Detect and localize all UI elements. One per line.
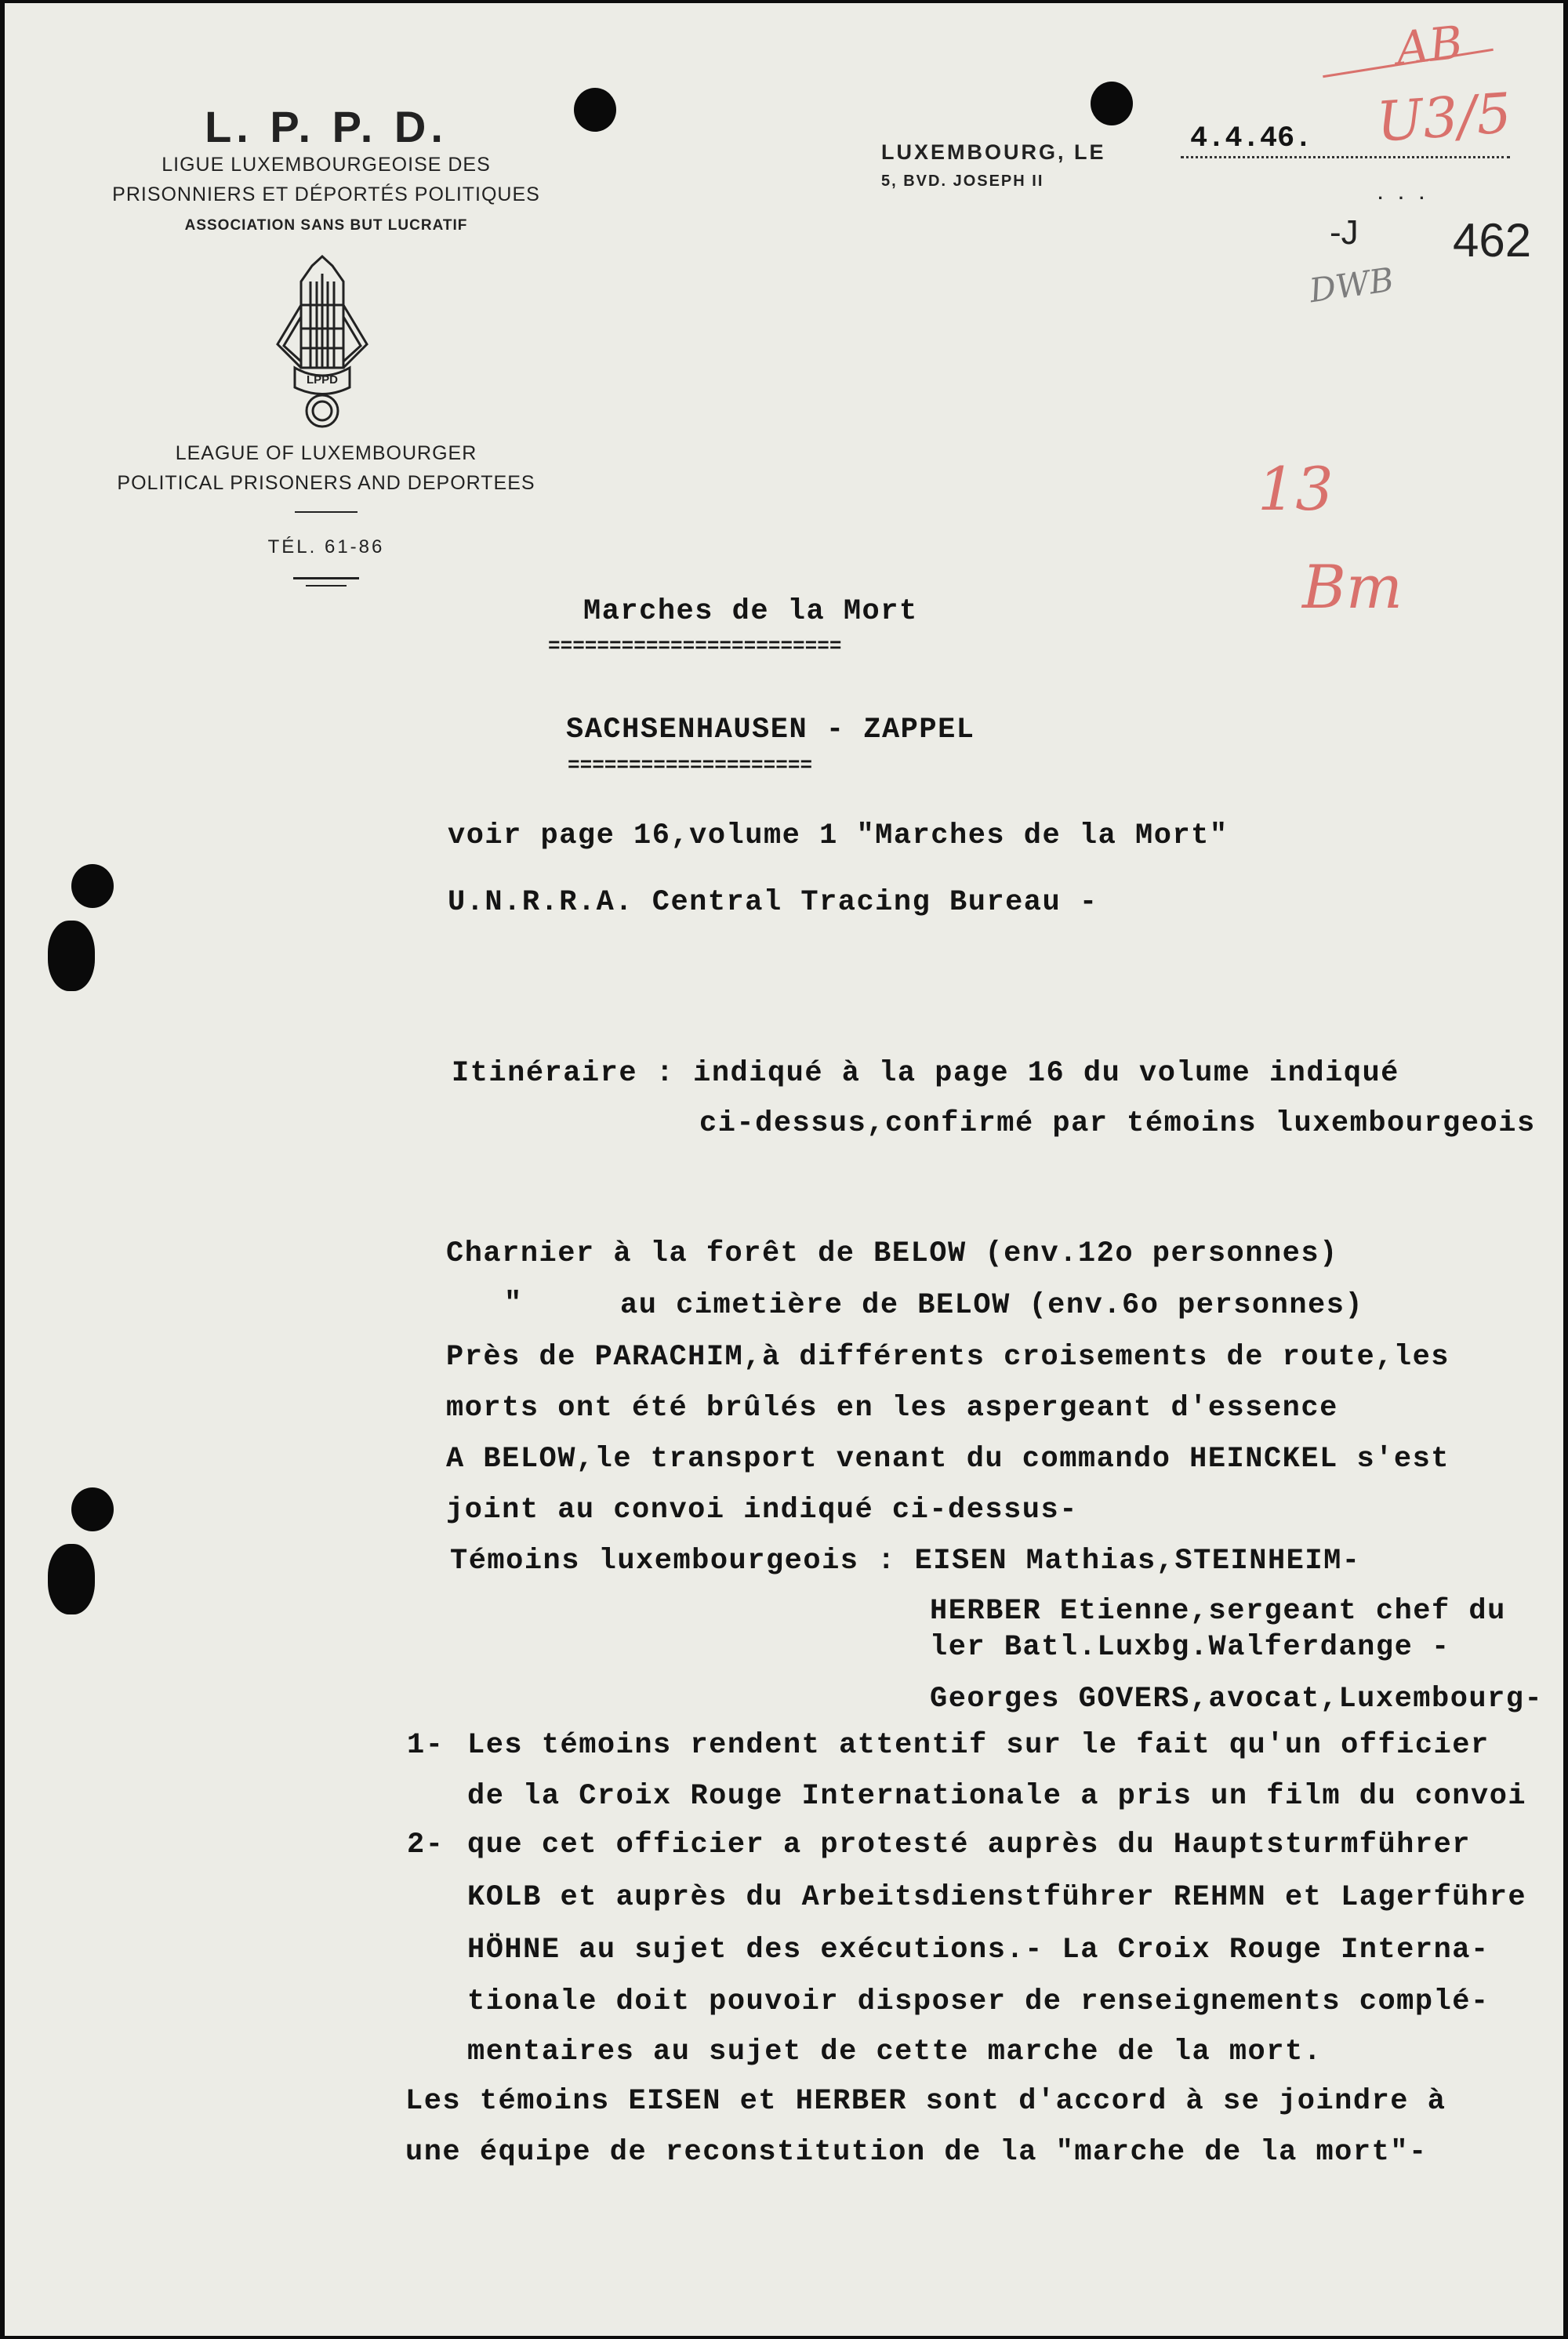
point-1-line: de la Croix Rouge Internationale a pris un film du convoi — [467, 1780, 1527, 1813]
logo-text: LPPD — [306, 373, 339, 387]
letter-date: 4.4.46. — [1190, 122, 1312, 155]
point-1-number: 1- — [407, 1729, 445, 1762]
point-2-number: 2- — [407, 1829, 445, 1861]
closing-line: Les témoins EISEN et HERBER sont d'accord à se joindre à — [405, 2085, 1446, 2118]
ref-dots: . . . — [1375, 185, 1428, 205]
closing-line: une équipe de reconstitution de la "marche de la mort"- — [405, 2136, 1428, 2169]
document-title: Marches de la Mort — [583, 595, 918, 628]
handwritten-mark-ab: AB — [1393, 15, 1465, 76]
itinerary-line-2: ci-dessus,confirmé par témoins luxembourgeois — [699, 1107, 1536, 1140]
punch-hole — [71, 864, 114, 908]
punch-hole — [71, 1487, 114, 1531]
org-logo — [271, 250, 373, 430]
org-status: ASSOCIATION SANS BUT LUCRATIF — [184, 217, 468, 234]
ditto-mark: " — [504, 1288, 523, 1320]
witnesses-line: Témoins luxembourgeois : EISEN Mathias,STEINHEIM- — [450, 1545, 1361, 1578]
org-abbreviation: L. P. P. D. — [205, 102, 448, 151]
org-phone: TÉL. 61-86 — [267, 536, 385, 558]
org-name-fr-line1: LIGUE LUXEMBOURGEOISE DES — [162, 154, 491, 176]
place-label: LUXEMBOURG, LE — [881, 140, 1106, 164]
org-name-en-line2: POLITICAL PRISONERS AND DEPORTEES — [117, 472, 535, 494]
ref-number: 462 — [1453, 214, 1532, 267]
logo-emblem-icon — [271, 250, 373, 430]
header-divider — [295, 511, 358, 513]
phone-underline-1 — [293, 577, 359, 579]
body-line: joint au convoi indiqué ci-dessus- — [446, 1494, 1078, 1527]
ref-initials: DWB — [1307, 260, 1396, 311]
witness-line: HERBER Etienne,sergeant chef du — [930, 1595, 1506, 1628]
body-line: Près de PARACHIM,à différents croisements de route,les — [446, 1341, 1450, 1374]
document-page — [5, 3, 1563, 2336]
date-dotted-line — [1181, 156, 1510, 158]
ref-prefix: -J — [1330, 213, 1359, 252]
point-2-line: que cet officier a protesté auprès du Hauptsturmführer — [467, 1829, 1471, 1861]
punch-hole — [48, 921, 95, 991]
title-underline: ======================== — [548, 634, 842, 658]
itinerary-line-1: Itinéraire : indiqué à la page 16 du volume indiqué — [452, 1057, 1399, 1090]
phone-underline-2 — [306, 585, 347, 587]
margin-number: 13 — [1258, 454, 1334, 524]
reference-line-1: voir page 16,volume 1 "Marches de la Mort" — [448, 819, 1229, 852]
point-2-line: HÖHNE au sujet des exécutions.- La Croix Rouge Interna- — [467, 1934, 1490, 1967]
witness-line: Georges GOVERS,avocat,Luxembourg- — [930, 1683, 1544, 1716]
org-name-fr-line2: PRISONNIERS ET DÉPORTÉS POLITIQUES — [112, 183, 540, 205]
point-1-line: Les témoins rendent attentif sur le fait qu'un officier — [467, 1729, 1490, 1762]
punch-hole — [574, 88, 616, 132]
body-line: au cimetière de BELOW (env.6o personnes) — [620, 1289, 1364, 1322]
witness-line: ler Batl.Luxbg.Walferdange - — [930, 1631, 1450, 1664]
point-2-line: mentaires au sujet de cette marche de la mort. — [467, 2036, 1323, 2068]
reference-line-2: U.N.R.R.A. Central Tracing Bureau - — [448, 886, 1098, 919]
org-name-en-line1: LEAGUE OF LUXEMBOURGER — [175, 442, 477, 464]
document-subtitle: SACHSENHAUSEN - ZAPPEL — [566, 714, 975, 746]
body-line: Charnier à la forêt de BELOW (env.12o personnes) — [446, 1237, 1338, 1270]
handwritten-mark-u3: U3/5 — [1374, 81, 1514, 154]
org-address: 5, BVD. JOSEPH II — [881, 173, 1044, 190]
subtitle-underline: ==================== — [568, 754, 813, 777]
margin-initials: Bm — [1302, 552, 1403, 622]
point-2-line: KOLB et auprès du Arbeitsdienstführer REHMN et Lagerführe — [467, 1881, 1527, 1914]
point-2-line: tionale doit pouvoir disposer de renseignements complé- — [467, 1985, 1490, 2018]
body-line: A BELOW,le transport venant du commando HEINCKEL s'est — [446, 1443, 1450, 1476]
punch-hole — [48, 1544, 95, 1614]
punch-hole — [1091, 82, 1133, 125]
body-line: morts ont été brûlés en les aspergeant d'essence — [446, 1392, 1338, 1425]
